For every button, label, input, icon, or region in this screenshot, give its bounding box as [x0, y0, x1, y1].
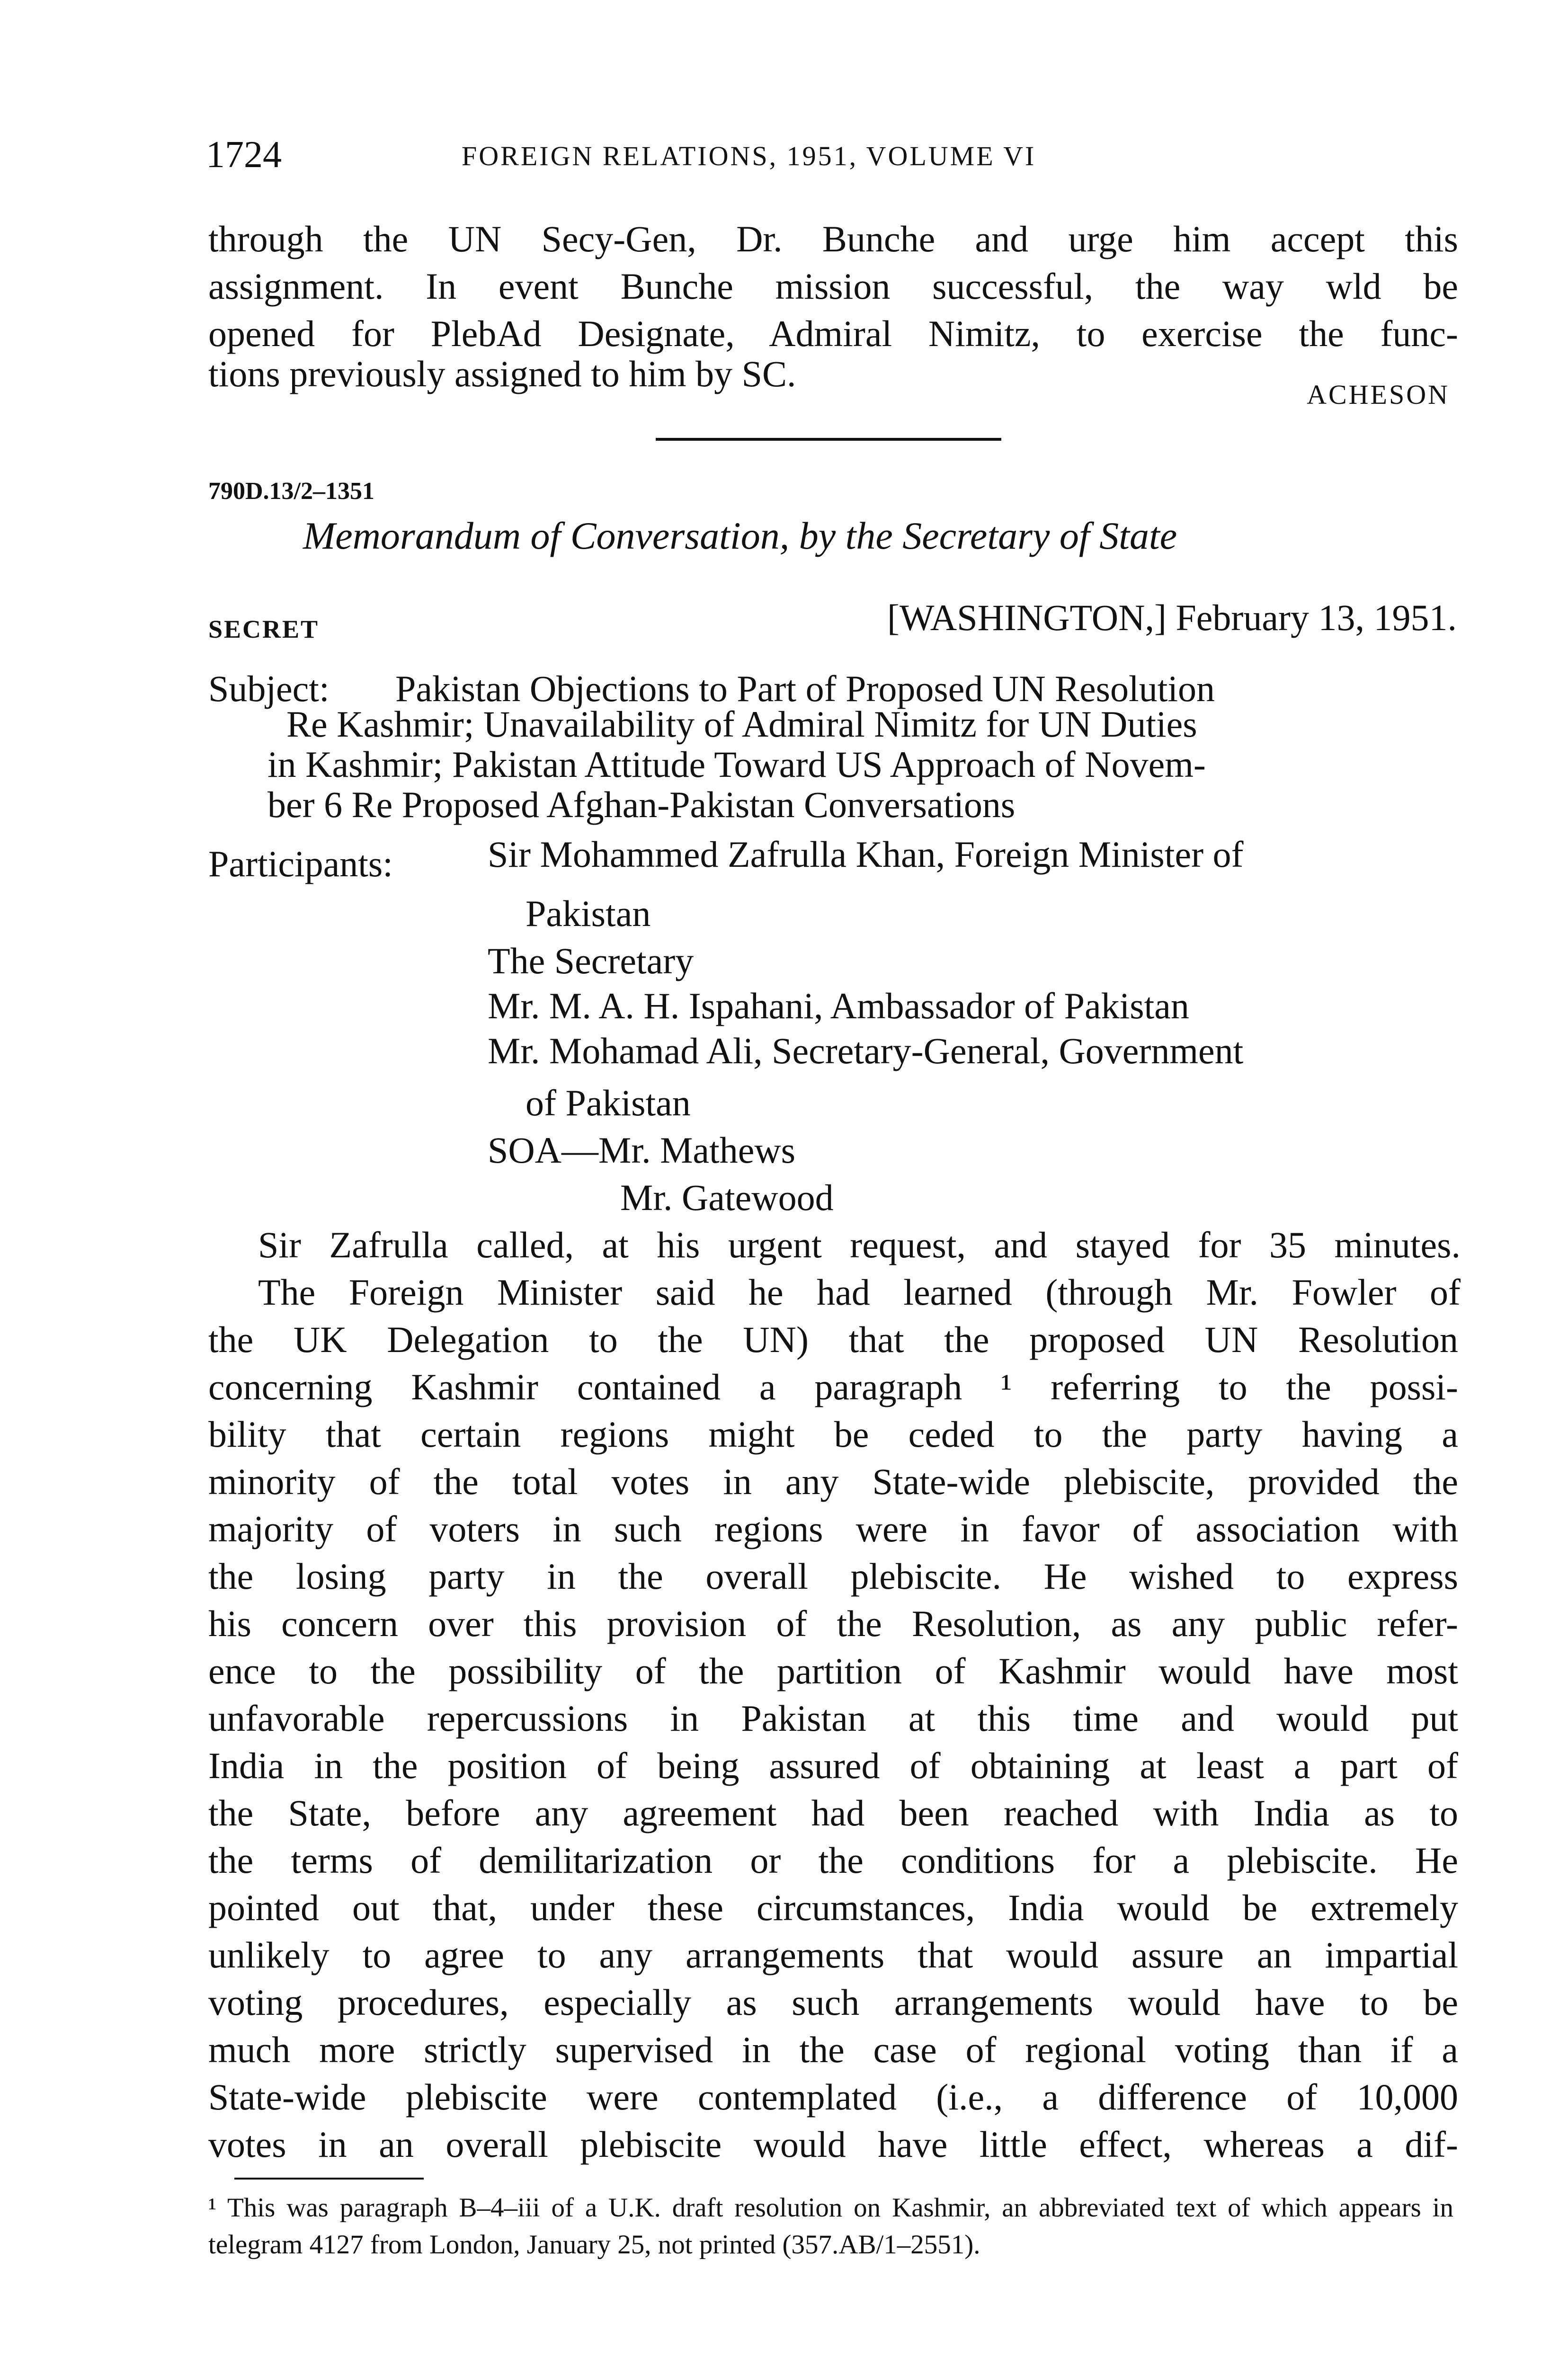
paragraph-2-line-12: the State, before any agreement had been reached with India as to [208, 1792, 1458, 1833]
document-title: Memorandum of Conversation, by the Secretary of State [303, 514, 1177, 557]
participant-line-5: Mr. Mohamad Ali, Secretary-General, Government [488, 1030, 1244, 1071]
paragraph-2-line-19: votes in an overall plebiscite would have little effect, whereas a dif- [208, 2124, 1458, 2165]
paragraph-2-line-18: State-wide plebiscite were contemplated (i.e., a difference of 10,000 [208, 2076, 1458, 2118]
opening-line-3: opened for PlebAd Designate, Admiral Nimitz, to exercise the func- [208, 313, 1458, 354]
page-header [206, 133, 1456, 186]
participant-line-1: Sir Mohammed Zafrulla Khan, Foreign Minister of [488, 834, 1244, 875]
paragraph-2-line-8: his concern over this provision of the Resolution, as any public refer- [208, 1603, 1458, 1644]
participant-line-8: Mr. Gatewood [620, 1177, 834, 1218]
paragraph-2-line-1: The Foreign Minister said he had learned (through Mr. Fowler of [258, 1272, 1461, 1313]
paragraph-2-line-5: minority of the total votes in any State-wide plebiscite, provided the [208, 1461, 1458, 1502]
paragraph-2-line-6: majority of voters in such regions were in favor of association with [208, 1508, 1458, 1549]
participant-line-4: Mr. M. A. H. Ispahani, Ambassador of Pakistan [488, 985, 1189, 1026]
classification: SECRET [208, 615, 320, 643]
opening-line-2: assignment. In event Bunche mission successful, the way wld be [208, 266, 1458, 307]
paragraph-2-line-13: the terms of demilitarization or the conditions for a plebiscite. He [208, 1840, 1458, 1881]
participants-label: Participants: [208, 843, 393, 884]
dateline: [WASHINGTON,] February 13, 1951. [887, 597, 1457, 638]
signature: ACHESON [1307, 379, 1450, 410]
paragraph-2-line-10: unfavorable repercussions in Pakistan at this time and would put [208, 1698, 1458, 1739]
participant-line-3: The Secretary [488, 940, 694, 981]
subject-label: Subject: [208, 668, 330, 709]
paragraph-2-line-16: voting procedures, especially as such arrangements would have to be [208, 1982, 1458, 2023]
participant-line-6: of Pakistan [526, 1082, 691, 1123]
section-divider [656, 438, 1001, 441]
paragraph-2-line-11: India in the position of being assured of obtaining at least a part of [208, 1745, 1458, 1786]
paragraph-2-line-7: the losing party in the overall plebiscite. He wished to express [208, 1556, 1458, 1597]
opening-line-1: through the UN Secy-Gen, Dr. Bunche and urge him accept this [208, 218, 1458, 259]
subject-line-3: in Kashmir; Pakistan Attitude Toward US Approach of Novem- [267, 744, 1206, 785]
footnote-divider [234, 2178, 424, 2180]
participant-line-7: SOA—Mr. Mathews [488, 1130, 796, 1171]
paragraph-1-line: Sir Zafrulla called, at his urgent request, and stayed for 35 minutes. [258, 1224, 1461, 1265]
footnote: ¹ This was paragraph B–4–iii of a U.K. draft resolution on Kashmir, an abbreviated text of which appears in telegram 4127 from London, January 25, not printed (357.AB/1–2551). [208, 2193, 1453, 2260]
document-reference: 790D.13/2–1351 [208, 478, 374, 505]
paragraph-2-line-4: bility that certain regions might be ceded to the party having a [208, 1414, 1458, 1455]
running-title: FOREIGN RELATIONS, 1951, VOLUME VI [462, 141, 1036, 171]
paragraph-2-line-9: ence to the possibility of the partition of Kashmir would have most [208, 1650, 1458, 1691]
paragraph-2-line-15: unlikely to agree to any arrangements that would assure an impartial [208, 1934, 1458, 1975]
paragraph-2-line-3: concerning Kashmir contained a paragraph ¹ referring to the possi- [208, 1366, 1458, 1407]
participant-line-2: Pakistan [526, 893, 651, 934]
subject-line-2: Re Kashmir; Unavailability of Admiral Nimitz for UN Duties [286, 703, 1197, 745]
subject-line-4: ber 6 Re Proposed Afghan-Pakistan Conversations [267, 784, 1016, 825]
subject-line-1: Pakistan Objections to Part of Proposed UN Resolution [395, 668, 1215, 709]
paragraph-2-line-2: the UK Delegation to the UN) that the proposed UN Resolution [208, 1319, 1458, 1360]
opening-line-4: tions previously assigned to him by SC. [208, 353, 796, 394]
page-number: 1724 [206, 134, 282, 176]
paragraph-2-line-17: much more strictly supervised in the case of regional voting than if a [208, 2029, 1458, 2070]
paragraph-2-line-14: pointed out that, under these circumstances, India would be extremely [208, 1887, 1458, 1928]
